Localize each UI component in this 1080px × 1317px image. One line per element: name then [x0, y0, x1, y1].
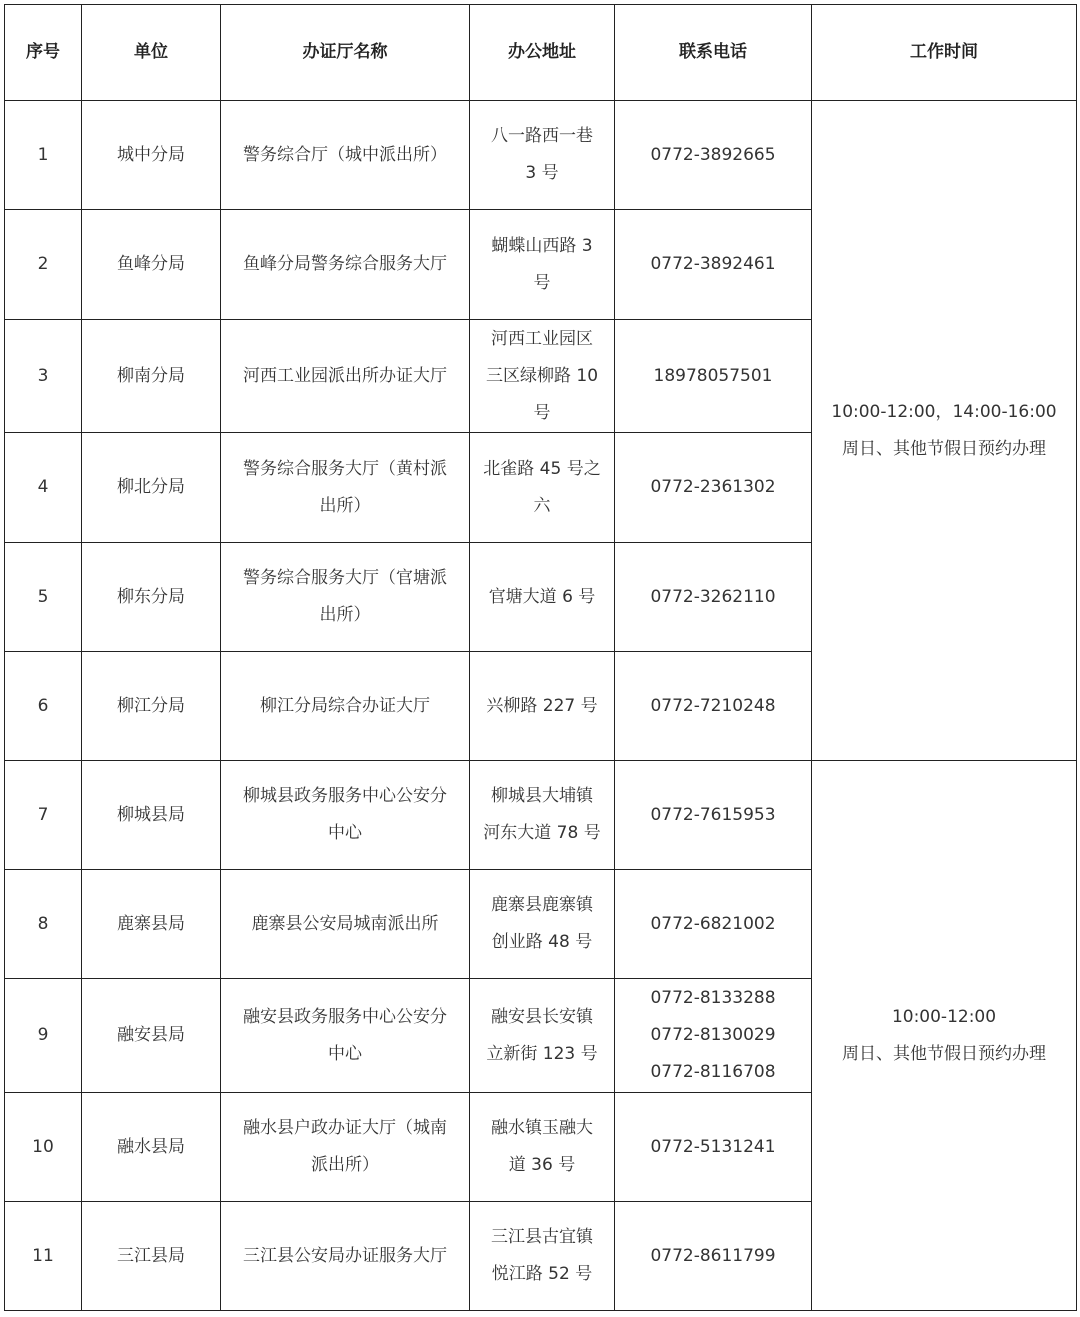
cell-address [470, 979, 615, 1093]
cell-no: 3 [5, 320, 82, 433]
cell-hall-line: 警务综合服务大厅（官塘派 [243, 568, 447, 588]
cell-hall-line: 鱼峰分局警务综合服务大厅 [243, 254, 447, 274]
cell-address [470, 652, 615, 761]
cell-hall [221, 870, 470, 979]
cell-hall-line: 柳江分局综合办证大厅 [260, 695, 430, 716]
cell-unit: 柳城县局 [82, 761, 221, 870]
cell-hall-line: 出所） [319, 605, 371, 625]
cell-address-line: 官塘大道 6 号 [488, 586, 596, 607]
cell-phone [615, 1202, 812, 1311]
cell-address-line: 悦江路 52 号 [491, 1264, 593, 1284]
header-hours: 工作时间 [812, 5, 1077, 101]
cell-unit: 三江县局 [82, 1202, 221, 1311]
cell-phone [615, 761, 812, 870]
cell-unit: 柳江分局 [82, 652, 221, 761]
cell-address-line: 三江县古宜镇 [491, 1227, 593, 1247]
cell-phone-line: 0772-2361302 [650, 477, 776, 497]
table-row [5, 101, 1077, 210]
cell-hall-line: 融安县政务服务中心公安分 [243, 1006, 447, 1027]
cell-no: 1 [5, 101, 82, 210]
header-phone: 联系电话 [615, 5, 812, 101]
table-header-row [5, 5, 1077, 101]
cell-hall-line: 河西工业园派出所办证大厅 [243, 365, 447, 386]
cell-phone-line: 0772-3262110 [650, 586, 776, 607]
cell-address-line: 蝴蝶山西路 3 [491, 235, 593, 256]
cell-hall [221, 543, 470, 652]
cell-address-line: 融水镇玉融大 [491, 1118, 593, 1138]
cell-unit: 鹿寨县局 [82, 870, 221, 979]
cell-no: 5 [5, 543, 82, 652]
cell-hall [221, 1093, 470, 1202]
cell-address-line: 柳城县大埔镇 [491, 786, 593, 806]
cell-phone-line: 0772-3892461 [650, 254, 776, 274]
cell-address-line: 八一路西一巷 [491, 126, 593, 146]
cell-address-line: 北雀路 45 号之 [483, 458, 601, 479]
cell-address-line: 融安县长安镇 [491, 1006, 593, 1027]
cell-hall-line: 中心 [328, 1043, 362, 1064]
cell-no: 2 [5, 210, 82, 320]
header-hall: 办证厅名称 [221, 5, 470, 101]
cell-phone-line: 0772-8130029 [650, 1025, 776, 1045]
cell-phone [615, 652, 812, 761]
cell-address-line: 三区绿柳路 10 [485, 365, 599, 386]
cell-address-line: 鹿寨县鹿寨镇 [491, 895, 593, 915]
cell-hall [221, 761, 470, 870]
cell-unit: 柳南分局 [82, 320, 221, 433]
cell-address [470, 210, 615, 320]
cell-address-line: 创业路 48 号 [491, 932, 593, 952]
cell-address-line: 河西工业园区 [491, 328, 593, 349]
cell-phone [615, 101, 812, 210]
cell-hall [221, 320, 470, 433]
table-body [5, 101, 1077, 1311]
cell-hall [221, 652, 470, 761]
cell-phone [615, 433, 812, 543]
cell-hours-line: 10:00-12:00，14:00-16:00 [831, 401, 1057, 422]
cell-phone-line: 0772-5131241 [650, 1136, 776, 1157]
cell-hall-line: 三江县公安局办证服务大厅 [243, 1245, 447, 1266]
cell-hall [221, 1202, 470, 1311]
cell-phone [615, 210, 812, 320]
cell-unit: 城中分局 [82, 101, 221, 210]
cell-address [470, 870, 615, 979]
cell-hall [221, 979, 470, 1093]
cell-phone [615, 320, 812, 433]
cell-address [470, 433, 615, 543]
cell-unit: 鱼峰分局 [82, 210, 221, 320]
cell-phone-line: 0772-8611799 [650, 1245, 776, 1266]
cell-hall-line: 融水县户政办证大厅（城南 [243, 1118, 447, 1138]
cell-hall-line: 鹿寨县公安局城南派出所 [251, 913, 439, 934]
cell-unit: 柳北分局 [82, 433, 221, 543]
cell-no: 8 [5, 870, 82, 979]
cell-unit: 融安县局 [82, 979, 221, 1093]
cell-no: 11 [5, 1202, 82, 1311]
cell-no: 4 [5, 433, 82, 543]
cell-no: 7 [5, 761, 82, 870]
cell-address-line: 号 [533, 272, 551, 293]
cell-no: 9 [5, 979, 82, 1093]
cell-unit: 柳东分局 [82, 543, 221, 652]
cell-hall-line: 出所） [319, 495, 371, 516]
cell-address-line: 河东大道 78 号 [483, 823, 601, 843]
cell-address [470, 320, 615, 433]
cell-hall-line: 派出所） [311, 1155, 379, 1175]
cell-address-line: 六 [533, 495, 551, 516]
cell-address [470, 761, 615, 870]
cell-hours-line: 周日、其他节假日预约办理 [842, 438, 1046, 459]
cell-phone-line: 0772-3892665 [650, 144, 776, 165]
cell-phone [615, 1093, 812, 1202]
cell-hall-line: 警务综合服务大厅（黄村派 [243, 458, 447, 479]
header-unit: 单位 [82, 5, 221, 101]
cell-phone-line: 0772-8116708 [650, 1062, 776, 1082]
cell-unit: 融水县局 [82, 1093, 221, 1202]
cell-hall-line: 柳城县政务服务中心公安分 [243, 786, 447, 806]
header-address: 办公地址 [470, 5, 615, 101]
cell-hours [812, 101, 1077, 761]
header-no: 序号 [5, 5, 82, 101]
cell-no: 6 [5, 652, 82, 761]
cell-phone-line: 0772-7615953 [650, 804, 776, 825]
cell-phone-line: 18978057501 [653, 365, 773, 386]
cell-no: 10 [5, 1093, 82, 1202]
cell-address [470, 1093, 615, 1202]
cell-hall [221, 101, 470, 210]
cell-hall-line: 中心 [328, 823, 362, 843]
cell-address-line: 道 36 号 [508, 1155, 576, 1175]
table-row [5, 761, 1077, 870]
cell-phone-line: 0772-6821002 [650, 913, 776, 934]
cell-hall [221, 210, 470, 320]
cell-address-line: 兴柳路 227 号 [486, 695, 598, 716]
cell-hall [221, 433, 470, 543]
cell-address [470, 543, 615, 652]
cell-hours [812, 761, 1077, 1311]
cell-hall-line: 警务综合厅（城中派出所） [243, 144, 447, 165]
cell-phone [615, 979, 812, 1093]
cell-phone-line: 0772-7210248 [650, 695, 776, 716]
cell-phone [615, 870, 812, 979]
cell-hours-line: 10:00-12:00 [891, 1006, 997, 1027]
office-table [4, 4, 1077, 1311]
cell-address-line: 立新街 123 号 [486, 1043, 598, 1064]
cell-hours-line: 周日、其他节假日预约办理 [842, 1043, 1046, 1064]
cell-address-line: 号 [533, 402, 551, 423]
cell-address [470, 101, 615, 210]
cell-address [470, 1202, 615, 1311]
cell-address-line: 3 号 [525, 163, 559, 183]
cell-phone-line: 0772-8133288 [650, 988, 776, 1008]
cell-phone [615, 543, 812, 652]
